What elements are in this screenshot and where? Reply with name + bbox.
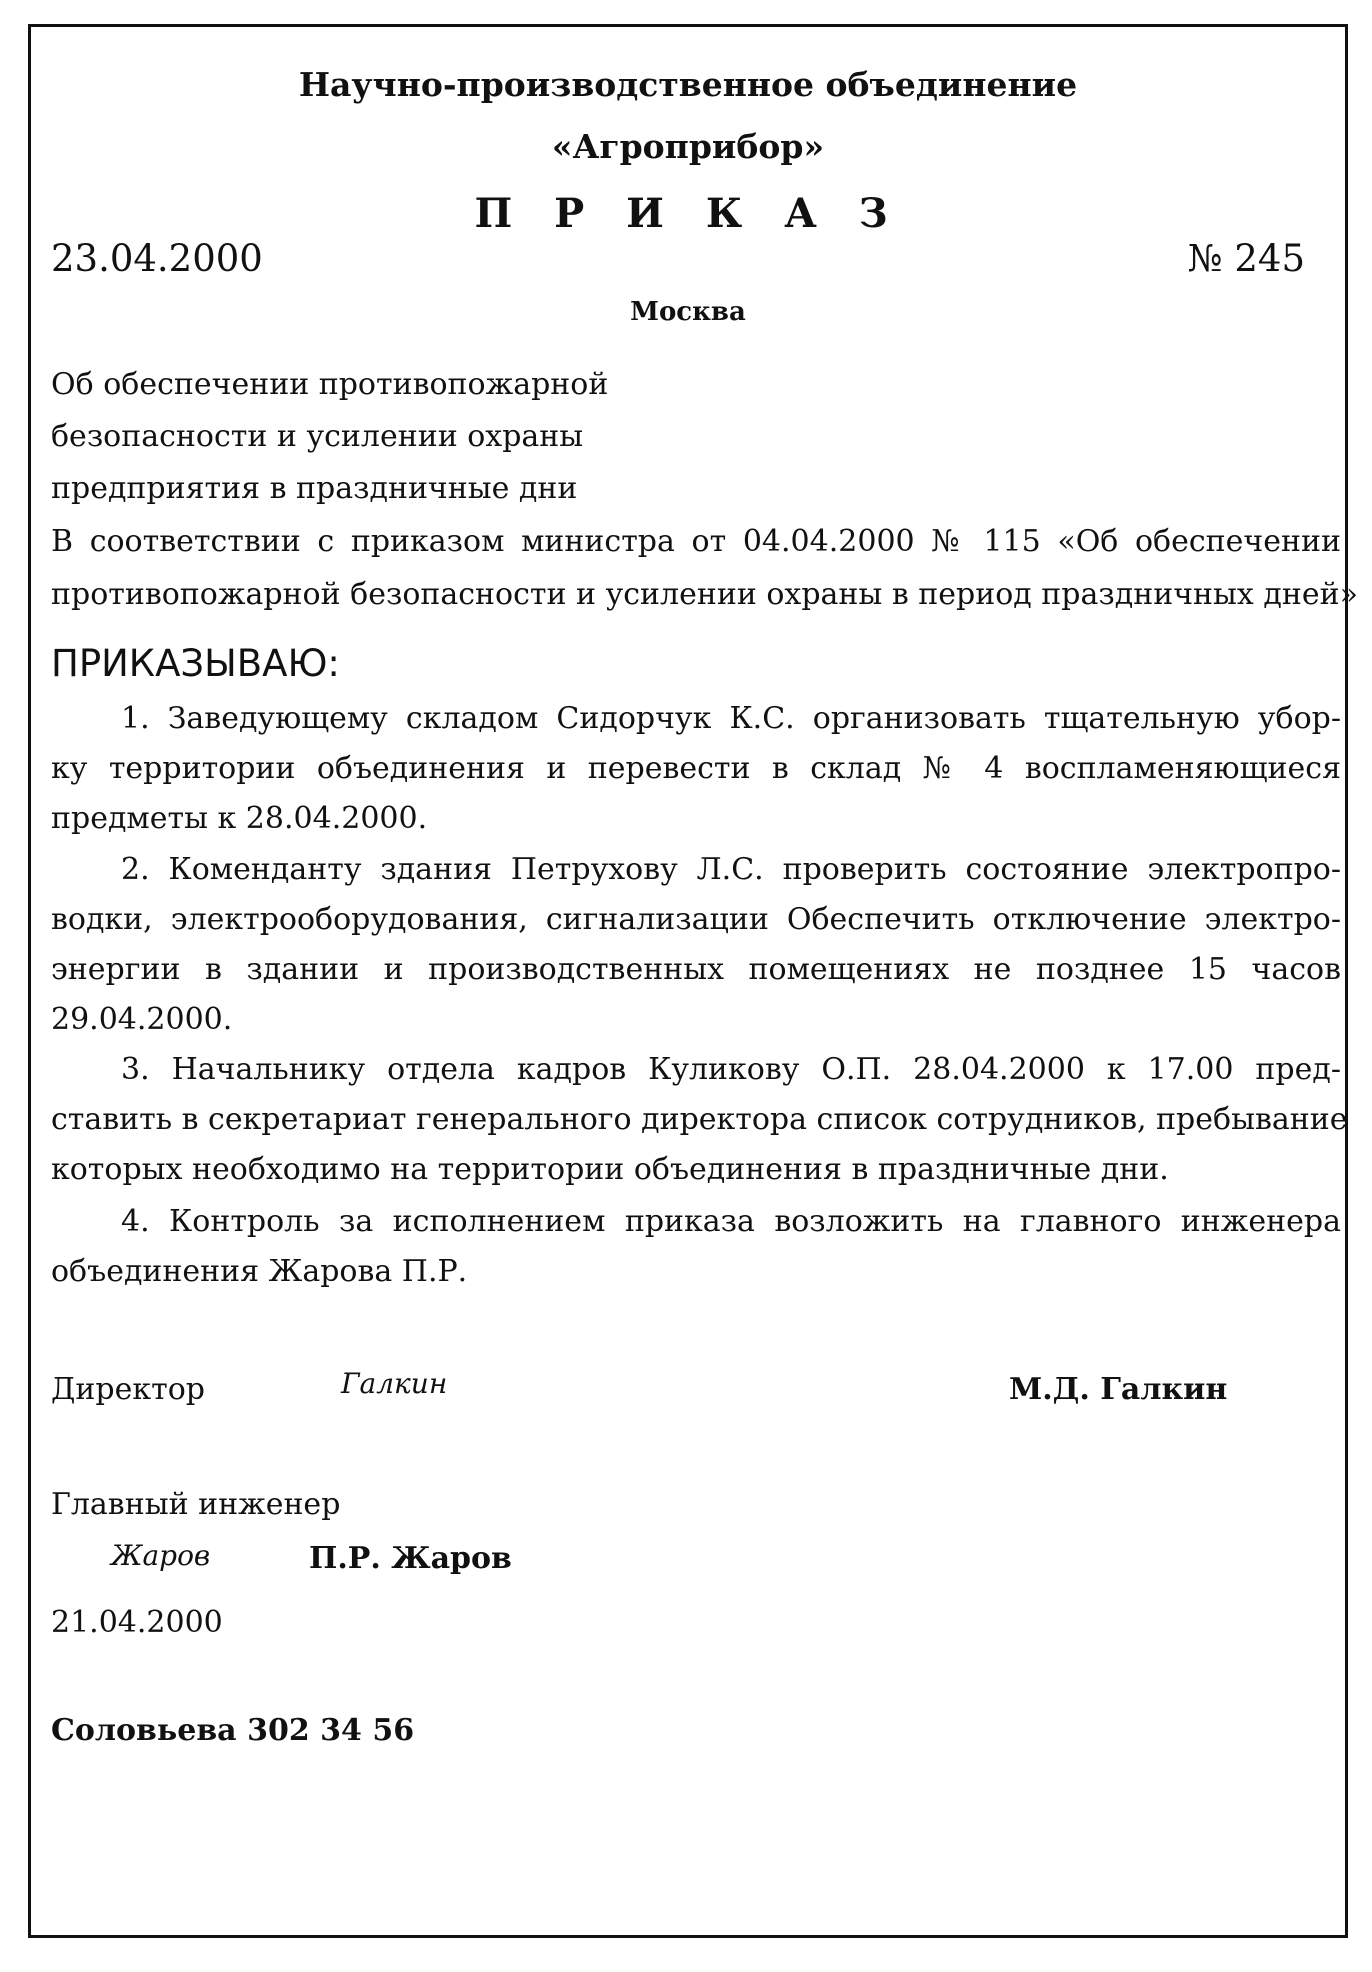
item-line: 29.04.2000. bbox=[51, 1002, 233, 1037]
item-line: ставить в секретариат генерального директора список сотрудников, пребывание bbox=[51, 1102, 1348, 1137]
subject-line: Об обеспечении противопожарной bbox=[51, 367, 609, 402]
org-name-line2: «Агроприбор» bbox=[551, 127, 825, 166]
org-name-line1: Научно-производственное объединение bbox=[298, 65, 1078, 104]
signatory-position: Директор bbox=[51, 1372, 205, 1407]
approver-name: П.Р. Жаров bbox=[309, 1541, 512, 1576]
signatory-name: М.Д. Галкин bbox=[1009, 1372, 1228, 1407]
item-line: 3. Начальнику отдела кадров Куликову О.П. 28.04.2000 к 17.00 пред- bbox=[121, 1052, 1341, 1087]
director-handwritten-signature: Галкин bbox=[341, 1367, 448, 1400]
order-item-2 bbox=[51, 845, 1341, 1045]
preamble bbox=[51, 515, 1358, 621]
preamble-line: В соответствии с приказом министра от 04.04.2000 № 115 «Об обеспечении bbox=[51, 524, 1341, 559]
item-line: водки, электрооборудования, сигнализации Обеспечить отключение электро- bbox=[51, 902, 1341, 937]
document-date: 23.04.2000 bbox=[51, 237, 263, 280]
approver-position: Главный инженер bbox=[51, 1487, 341, 1522]
approval-date: 21.04.2000 bbox=[51, 1605, 223, 1640]
order-heading: ПРИКАЗЫВАЮ: bbox=[51, 642, 340, 685]
item-line: которых необходимо на территории объединения в праздничные дни. bbox=[51, 1152, 1169, 1187]
order-item-4 bbox=[51, 1197, 1341, 1297]
subject-block bbox=[51, 359, 608, 515]
item-line: предметы к 28.04.2000. bbox=[51, 801, 428, 836]
executor-contact: Соловьева 302 34 56 bbox=[51, 1713, 415, 1748]
order-item-1 bbox=[51, 694, 1341, 844]
document-title: П Р И К А З bbox=[474, 190, 902, 237]
item-line: 1. Заведующему складом Сидорчук К.С. организовать тщательную убор- bbox=[121, 701, 1341, 736]
preamble-line: противопожарной безопасности и усилении охраны в период праздничных дней» bbox=[51, 577, 1358, 612]
document-city: Москва bbox=[630, 297, 746, 327]
subject-line: предприятия в праздничные дни bbox=[51, 471, 578, 506]
document-number: № 245 bbox=[1187, 237, 1305, 280]
item-line: 4. Контроль за исполнением приказа возложить на главного инженера bbox=[121, 1204, 1341, 1239]
item-line: объединения Жарова П.Р. bbox=[51, 1254, 468, 1289]
subject-line: безопасности и усилении охраны bbox=[51, 419, 584, 454]
item-line: 2. Коменданту здания Петрухову Л.С. проверить состояние электропро- bbox=[121, 852, 1341, 887]
document-page bbox=[28, 24, 1358, 1938]
item-line: энергии в здании и производственных помещениях не позднее 15 часов bbox=[51, 952, 1341, 987]
item-line: ку территории объединения и перевести в склад № 4 воспламеняющиеся bbox=[51, 751, 1341, 786]
order-item-3 bbox=[51, 1045, 1348, 1195]
approver-handwritten-signature: Жаров bbox=[111, 1539, 211, 1572]
